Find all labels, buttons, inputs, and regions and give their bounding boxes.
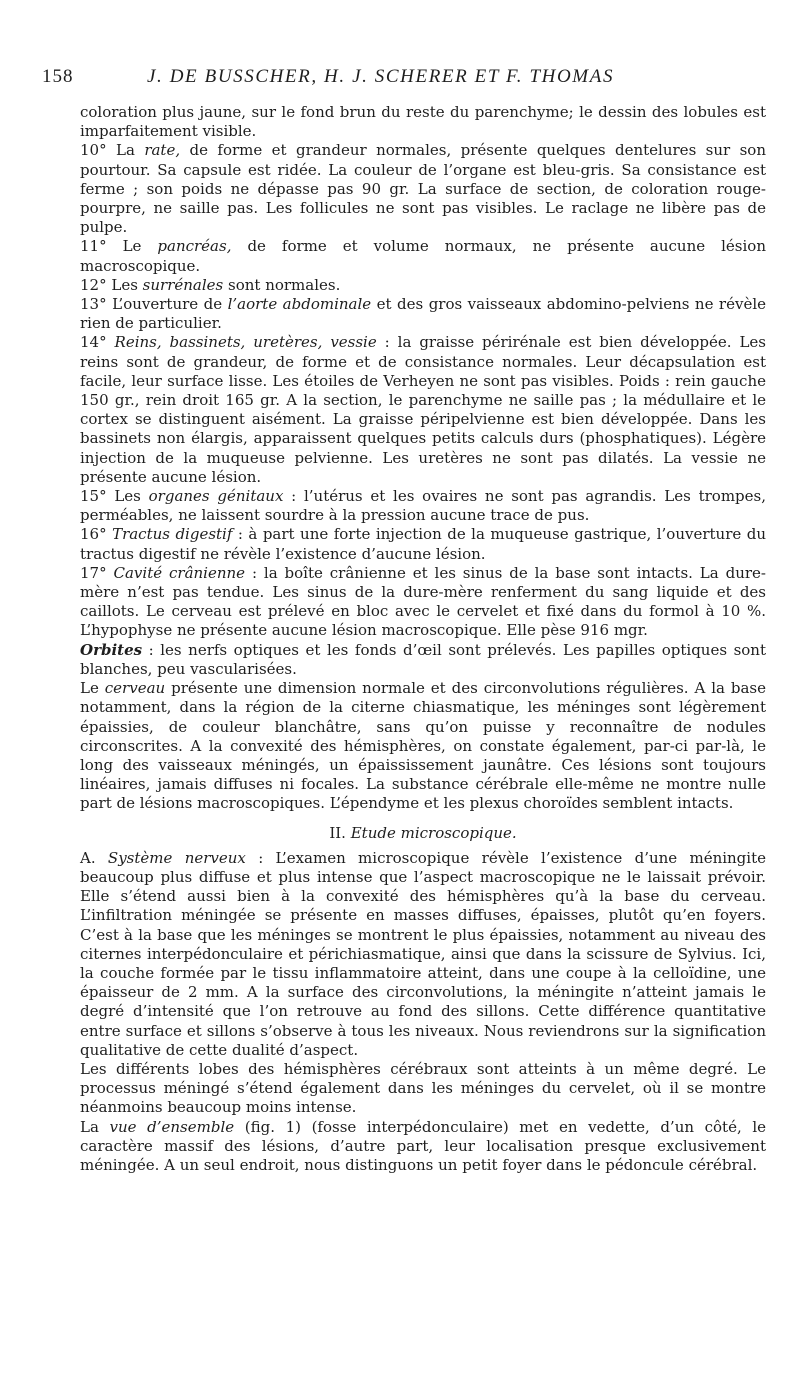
- term-cerveau: cerveau: [104, 679, 166, 698]
- paragraph-reins: 14° Reins, bassinets, uretères, vessie : la graisse périrénale est bien développée. Les reins sont de grandeur, de forme et de consistance normales. Leur décapsulation est facile, leur surface lisse. Les étoiles de Verheyen ne sont pas visibles. Poids : rein gauche 150 gr., rein droit 165 gr. A la section, le parenchyme ne saille pas ; la médullaire et le cortex se distinguent aisément. La graisse péripelvienne est bien développée. Dans les bassinets non élargis, apparaissent quelques petits calculs durs (phosphatiques). Légère injection de la muqueuse pelvienne. Les uretères ne sont pas dilatés. La vessie ne présente aucune lésion.: [80, 333, 766, 486]
- paragraph-orbites: Orbites : les nerfs optiques et les fonds d’œil sont prélevés. Les papilles optiques sont blanches, peu vascularisées.: [80, 640, 766, 678]
- paragraph-continuation: coloration plus jaune, sur le fond brun du reste du parenchyme; le dessin des lobules est imparfaitement visible.: [80, 103, 766, 141]
- term-aorte: l’aorte abdominale: [227, 295, 372, 314]
- paragraph-rate: 10° La rate, de forme et grandeur normales, présente quelques dentelures sur son pourtour. Sa capsule est ridée. La couleur de l’organe est bleu-gris. Sa consistance est ferme ; son poids ne dépasse pas 90 gr. La surface de section, de coloration rouge-pourpre, ne saille pas. Les follicules ne sont pas visibles. Le raclage ne libère pas de pulpe.: [80, 141, 766, 237]
- term-systeme-nerveux: Système nerveux: [107, 848, 246, 867]
- paragraph-pancreas: 11° Le pancréas, de forme et volume normaux, ne présente aucune lésion macroscopique.: [80, 237, 766, 275]
- term-surrenales: surrénales: [142, 275, 224, 294]
- term-pancreas: pancréas,: [157, 237, 232, 256]
- section-heading: II. Etude microscopique.: [329, 823, 517, 842]
- term-rate: rate,: [144, 141, 181, 160]
- body-text: [80, 103, 766, 1175]
- term-cavite-cranienne: Cavité crânienne: [113, 563, 246, 582]
- section-title: Etude microscopique.: [350, 823, 517, 842]
- paragraph-aorte: 13° L’ouverture de l’aorte abdominale et des gros vaisseaux abdomino-pelviens ne révèle rien de particulier.: [80, 295, 767, 333]
- term-orbites: Orbites: [80, 640, 143, 659]
- paragraph-surrenales: 12° Les surrénales sont normales.: [80, 275, 341, 294]
- paragraph-lobes: Les différents lobes des hémisphères cérébraux sont atteints à un même degré. Le processus méningé s’étend également dans les méninges du cervelet, où il se montre néanmoins beaucoup moins intense.: [80, 1059, 766, 1117]
- paragraph-cavite-cranienne: 17° Cavité crânienne : la boîte crânienne et les sinus de la base sont intacts. La dure-mère n’est pas tendue. Les sinus de la dure-mère renferment du sang liquide et des caillots. Le cerveau est prélevé en bloc avec le cervelet et fixé dans du formol à 10 %. L’hypophyse ne présente aucune lésion macroscopique. Elle pèse 916 mgr.: [80, 563, 766, 640]
- paragraph-tractus-digestif: 16° Tractus digestif : à part une forte injection de la muqueuse gastrique, l’ouverture du tractus digestif ne révèle l’existence d’aucune lésion.: [80, 525, 766, 563]
- paragraph-organes-genitaux: 15° Les organes génitaux : l’utérus et les ovaires ne sont pas agrandis. Les trompes, perméables, ne laissent sourdre à la pression aucune trace de pus.: [80, 487, 766, 525]
- term-vue-ensemble: vue d’ensemble: [109, 1117, 235, 1136]
- paragraph-vue-ensemble: La vue d’ensemble (fig. 1) (fosse interpédonculaire) met en vedette, d’un côté, le caractère massif des lésions, d’autre part, leur localisation presque exclusivement méningée. A un seul endroit, nous distinguons un petit foyer dans le pédoncule cérébral.: [80, 1117, 767, 1174]
- paragraph-systeme-nerveux: A. Système nerveux : L’examen microscopique révèle l’existence d’une méningite beaucoup plus diffuse et plus intense que l’aspect macroscopique ne le laissait prévoir. Elle s’étend aussi bien à la convexité des hémisphères qu’à la base du cerveau. L’infiltration méningée se présente en masses diffuses, épaisses, plutôt qu’en foyers. C’est à la base que les méninges se montrent le plus épaissies, notamment au niveau des citernes interpédonculaire et périchiasmatique, ainsi que dans la scissure de Sylvius. Ici, la couche formée par le tissu inflammatoire atteint, dans une coupe à la celloïdine, une épaisseur de 2 mm. A la surface des circonvolutions, la méningite n’atteint jamais le degré d’intensité que l’on retrouve au fond des sillons. Cette différence quantitative entre surface et sillons s’observe à tous les niveaux. Nous reviendrons sur la signification qualitative de cette dualité d’aspect.: [80, 848, 766, 1059]
- term-tractus-digestif: Tractus digestif: [112, 525, 233, 544]
- running-header: [42, 66, 758, 90]
- term-reins: Reins, bassinets, uretères, vessie: [114, 333, 377, 352]
- running-title: J. DE BUSSCHER, H. J. SCHERER ET F. THOMAS: [147, 66, 615, 87]
- term-organes-genitaux: organes génitaux: [148, 487, 284, 506]
- page-number: 158: [42, 66, 74, 87]
- paragraph-cerveau: Le cerveau présente une dimension normale et des circonvolutions régulières. A la base notamment, dans la région de la citerne chiasmatique, les méninges sont légèrement épaissies, de couleur blanchâtre, sans qu’on puisse y reconnaître de nodules circonscrites. A la convexité des hémisphères, on constate également, par-ci par-là, le long des vaisseaux méningés, un épaississement jaunâtre. Ces lésions sont toujours linéaires, jamais diffuses ni focales. La substance cérébrale elle-même ne montre nulle part de lésions macroscopiques. L’épendyme et les plexus choroïdes semblent intacts.: [80, 679, 766, 813]
